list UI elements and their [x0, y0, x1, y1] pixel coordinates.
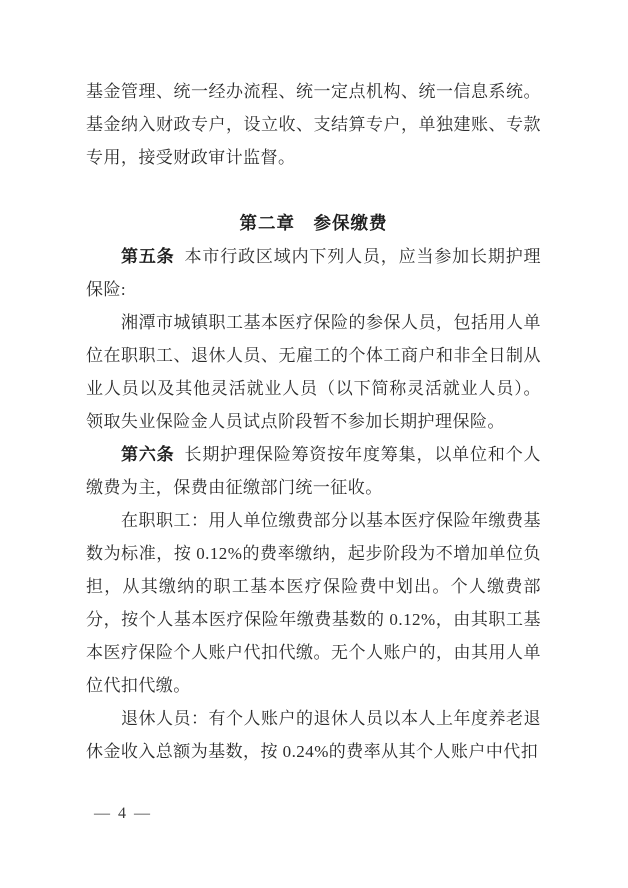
paragraph-fund-management: 基金管理、统一经办流程、统一定点机构、统一信息系统。基金纳入财政专户，设立收、支结算专户，单独建账、专款专用，接受财政审计监督。 [86, 82, 541, 167]
article-5-text: 本市行政区域内下列人员，应当参加长期护理保险: [86, 247, 541, 299]
chapter-2-heading: 第二章 参保缴费 [239, 213, 388, 233]
article-6-text: 长期护理保险筹资按年度筹集，以单位和个人缴费为主，保费由征缴部门统一征收。 [86, 445, 541, 497]
paragraph-retirees: 退休人员：有个人账户的退休人员以本人上年度养老退休金收入总额为基数，按 0.24%的费率从其个人账户中代扣 [86, 709, 541, 761]
article-6-paragraph [86, 438, 541, 504]
paragraph-insured-scope: 湘潭市城镇职工基本医疗保险的参保人员，包括用人单位在职职工、退休人员、无雇工的个体工商户和非全日制从业人员以及其他灵活就业人员（以下简称灵活就业人员）。领取失业保险金人员试点阶段暂不参加长期护理保险。 [86, 313, 541, 431]
article-5-paragraph [86, 240, 541, 306]
paragraph-active-employees: 在职职工：用人单位缴费部分以基本医疗保险年缴费基数为标准，按 0.12%的费率缴纳，起步阶段为不增加单位负担，从其缴纳的职工基本医疗保险费中划出。个人缴费部分，按个人基本医疗保险年缴费基数的 0.12%，由其职工基本医疗保险个人账户代扣代缴。无个人账户的，由其用人单位代扣代缴。 [86, 511, 541, 695]
article-6-label: 第六条 [121, 445, 175, 464]
article-5-label: 第五条 [121, 247, 175, 266]
document-content [86, 75, 541, 768]
page-number: — 4 — [94, 805, 152, 822]
